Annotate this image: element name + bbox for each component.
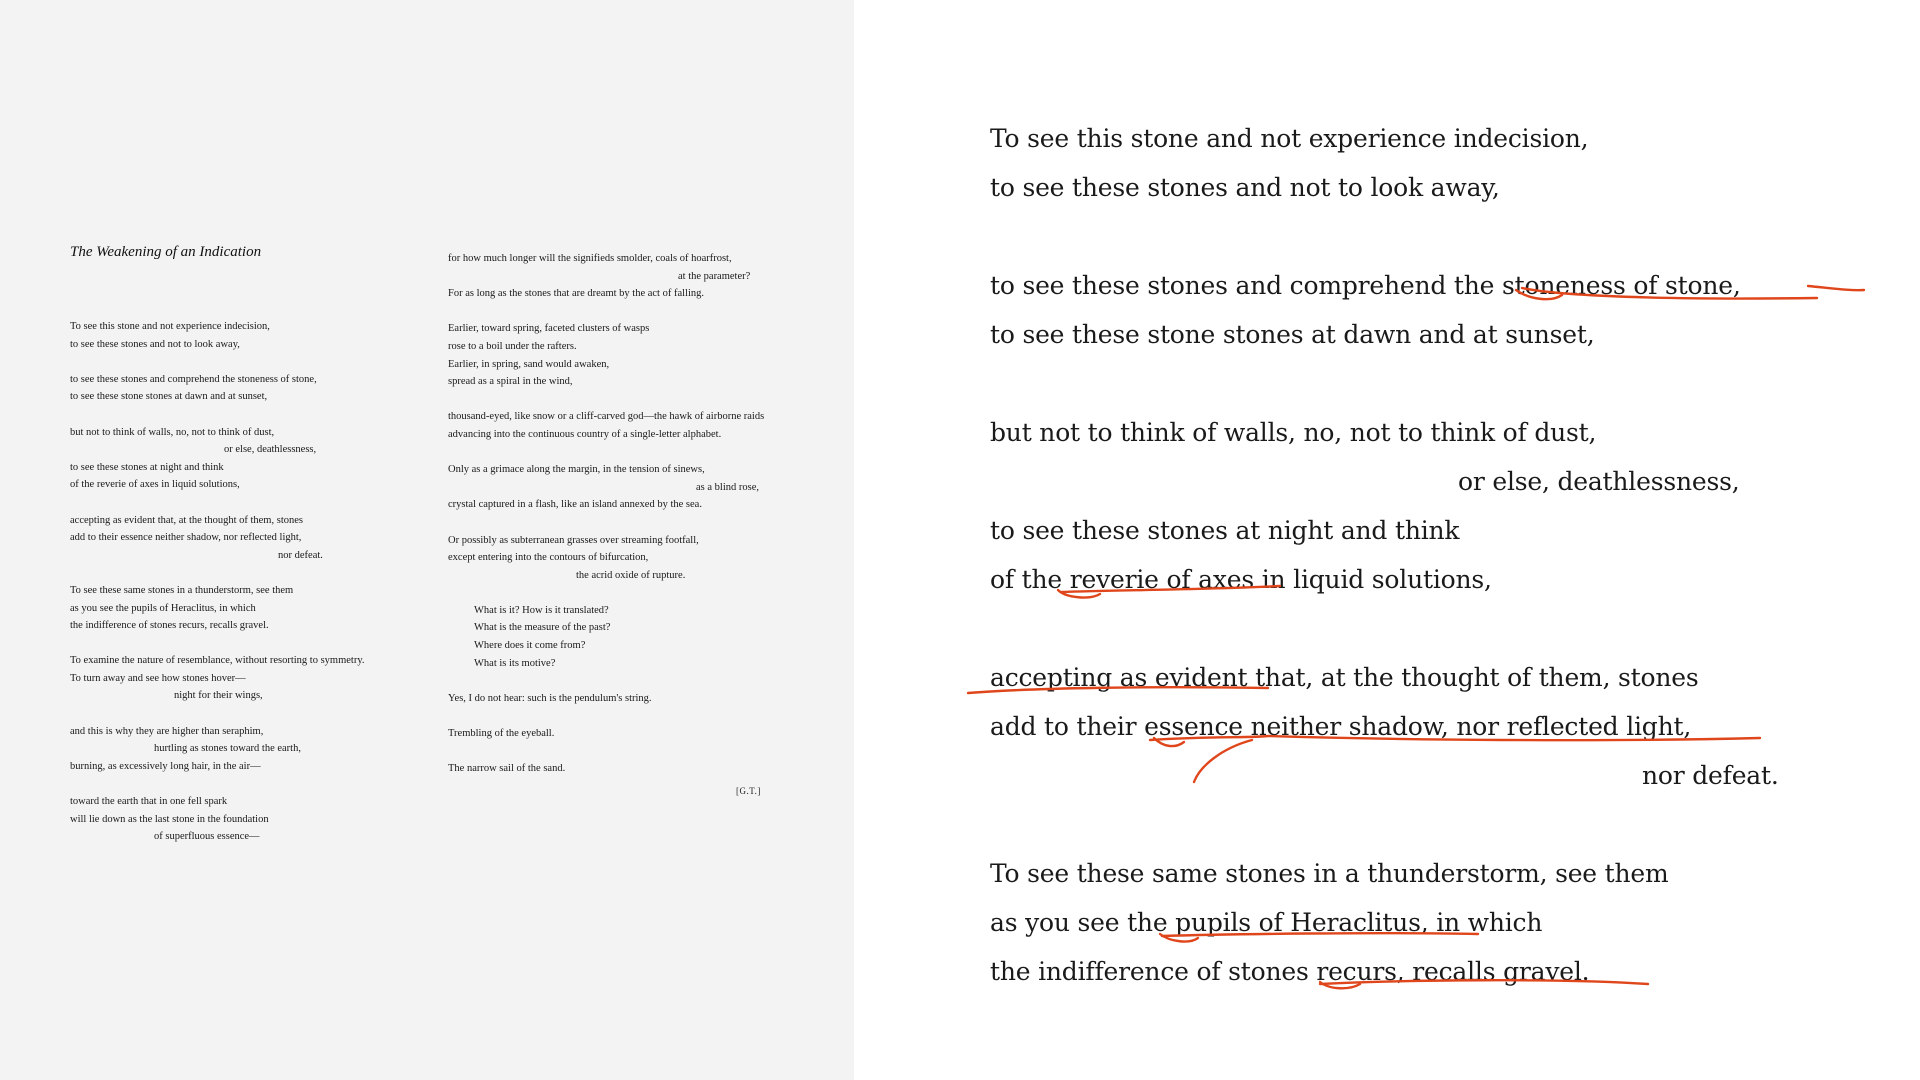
excerpt-line: To see these same stones in a thunderstorm, see them: [990, 859, 1669, 888]
poem-line: Yes, I do not hear: such is the pendulum's string.: [448, 692, 652, 704]
poem-line: burning, as excessively long hair, in the air—: [70, 760, 261, 772]
excerpt-line: add to their essence neither shadow, nor reflected light,: [990, 712, 1692, 741]
poem-line: as you see the pupils of Heraclitus, in which: [70, 602, 256, 614]
translator-signature: [G.T.]: [736, 786, 761, 796]
stanza-gap: [990, 359, 1890, 408]
excerpt-line: to see these stones at night and think: [990, 516, 1460, 545]
poem-title: The Weakening of an Indication: [70, 244, 262, 260]
poem-line: Where does it come from?: [474, 640, 586, 652]
poem-line: nor defeat.: [278, 549, 323, 561]
excerpt-line: of the reverie of axes in liquid solutions,: [990, 565, 1492, 594]
poem-line: To examine the nature of resemblance, without resorting to symmetry.: [70, 655, 365, 667]
stanza-gap: [448, 743, 808, 761]
stanza-gap: [70, 406, 410, 424]
poem-line: The narrow sail of the sand.: [448, 763, 566, 775]
poem-line: What is its motive?: [474, 657, 556, 669]
poem-line: will lie down as the last stone in the foundation: [70, 813, 269, 825]
excerpt-line: to see these stone stones at dawn and at sunset,: [990, 320, 1595, 349]
excerpt-line: as you see the pupils of Heraclitus, in which: [990, 908, 1543, 937]
poem-line: rose to a boil under the rafters.: [448, 340, 577, 352]
excerpt-line: to see these stones and comprehend the stoneness of stone,: [990, 271, 1741, 300]
poem-line: to see these stones and not to look away,: [70, 338, 240, 350]
poem-line: thousand-eyed, like snow or a cliff-carved god—the hawk of airborne raids: [448, 411, 765, 423]
stanza-gap: [448, 391, 808, 409]
poem-line: or else, deathlessness,: [224, 444, 317, 456]
stanza-gap: [990, 604, 1890, 653]
poem-line: Earlier, in spring, sand would awaken,: [448, 358, 610, 370]
poem-line: night for their wings,: [174, 690, 263, 702]
excerpt-line: accepting as evident that, at the thought of them, stones: [990, 663, 1699, 692]
stanza-gap: [70, 564, 410, 582]
stanza-gap: [448, 584, 808, 602]
excerpt-line: but not to think of walls, no, not to think of dust,: [990, 418, 1597, 447]
poem-line: To see these same stones in a thunderstorm, see them: [70, 584, 294, 596]
excerpt-line: the indifference of stones recurs, recalls gravel.: [990, 957, 1590, 986]
stanza-gap: [990, 212, 1890, 261]
excerpt-line: To see this stone and not experience indecision,: [990, 124, 1589, 153]
zoomed-excerpt: [990, 114, 1890, 996]
poem-column-1: [70, 318, 410, 846]
poem-line: and this is why they are higher than seraphim,: [70, 725, 264, 737]
stanza-gap: [70, 705, 410, 723]
poem-line: as a blind rose,: [696, 481, 759, 493]
stanza-gap: [448, 672, 808, 690]
stanza-gap: [70, 353, 410, 371]
poem-line: at the parameter?: [678, 270, 751, 282]
poem-line: What is the measure of the past?: [474, 622, 611, 634]
poem-line: Trembling of the eyeball.: [448, 728, 555, 740]
stanza-gap: [70, 775, 410, 793]
poem-line: accepting as evident that, at the thought of them, stones: [70, 514, 303, 526]
poem-line: for how much longer will the signifieds smolder, coals of hoarfrost,: [448, 253, 732, 264]
poem-line: crystal captured in a flash, like an island annexed by the sea.: [448, 499, 702, 511]
poem-line: To see this stone and not experience indecision,: [70, 321, 270, 332]
poem-line: the indifference of stones recurs, recalls gravel.: [70, 620, 269, 632]
stanza-gap: [448, 707, 808, 725]
excerpt-line: to see these stones and not to look away,: [990, 173, 1500, 202]
poem-line: the acrid oxide of rupture.: [576, 569, 686, 581]
poem-line: to see these stones at night and think: [70, 461, 224, 473]
poem-column-2: [448, 250, 808, 778]
left-page: [0, 0, 854, 1080]
poem-line: Only as a grimace along the margin, in the tension of sinews,: [448, 464, 705, 476]
excerpt-line: or else, deathlessness,: [1458, 467, 1740, 496]
poem-line: add to their essence neither shadow, nor reflected light,: [70, 532, 302, 544]
stanza-gap: [990, 800, 1890, 849]
stanza-gap: [448, 444, 808, 462]
poem-line: of superfluous essence—: [154, 831, 260, 843]
excerpt-line: nor defeat.: [1642, 761, 1779, 790]
poem-line: Or possibly as subterranean grasses over streaming footfall,: [448, 534, 699, 546]
poem-line: to see these stone stones at dawn and at sunset,: [70, 391, 268, 403]
poem-line: advancing into the continuous country of a single-letter alphabet.: [448, 428, 722, 440]
poem-line: For as long as the stones that are dreamt by the act of falling.: [448, 288, 705, 300]
poem-line: Earlier, toward spring, faceted clusters of wasps: [448, 323, 650, 335]
poem-line: To turn away and see how stones hover—: [70, 672, 246, 684]
poem-line: toward the earth that in one fell spark: [70, 796, 228, 808]
poem-line: to see these stones and comprehend the stoneness of stone,: [70, 373, 317, 385]
stanza-gap: [448, 514, 808, 532]
stanza-gap: [448, 303, 808, 321]
stanza-gap: [70, 635, 410, 653]
poem-line: spread as a spiral in the wind,: [448, 376, 573, 388]
stanza-gap: [70, 494, 410, 512]
poem-line: but not to think of walls, no, not to think of dust,: [70, 426, 275, 438]
poem-line: What is it? How is it translated?: [474, 604, 609, 616]
poem-line: except entering into the contours of bifurcation,: [448, 552, 649, 564]
poem-line: hurtling as stones toward the earth,: [154, 743, 301, 755]
poem-line: of the reverie of axes in liquid solutions,: [70, 479, 240, 491]
